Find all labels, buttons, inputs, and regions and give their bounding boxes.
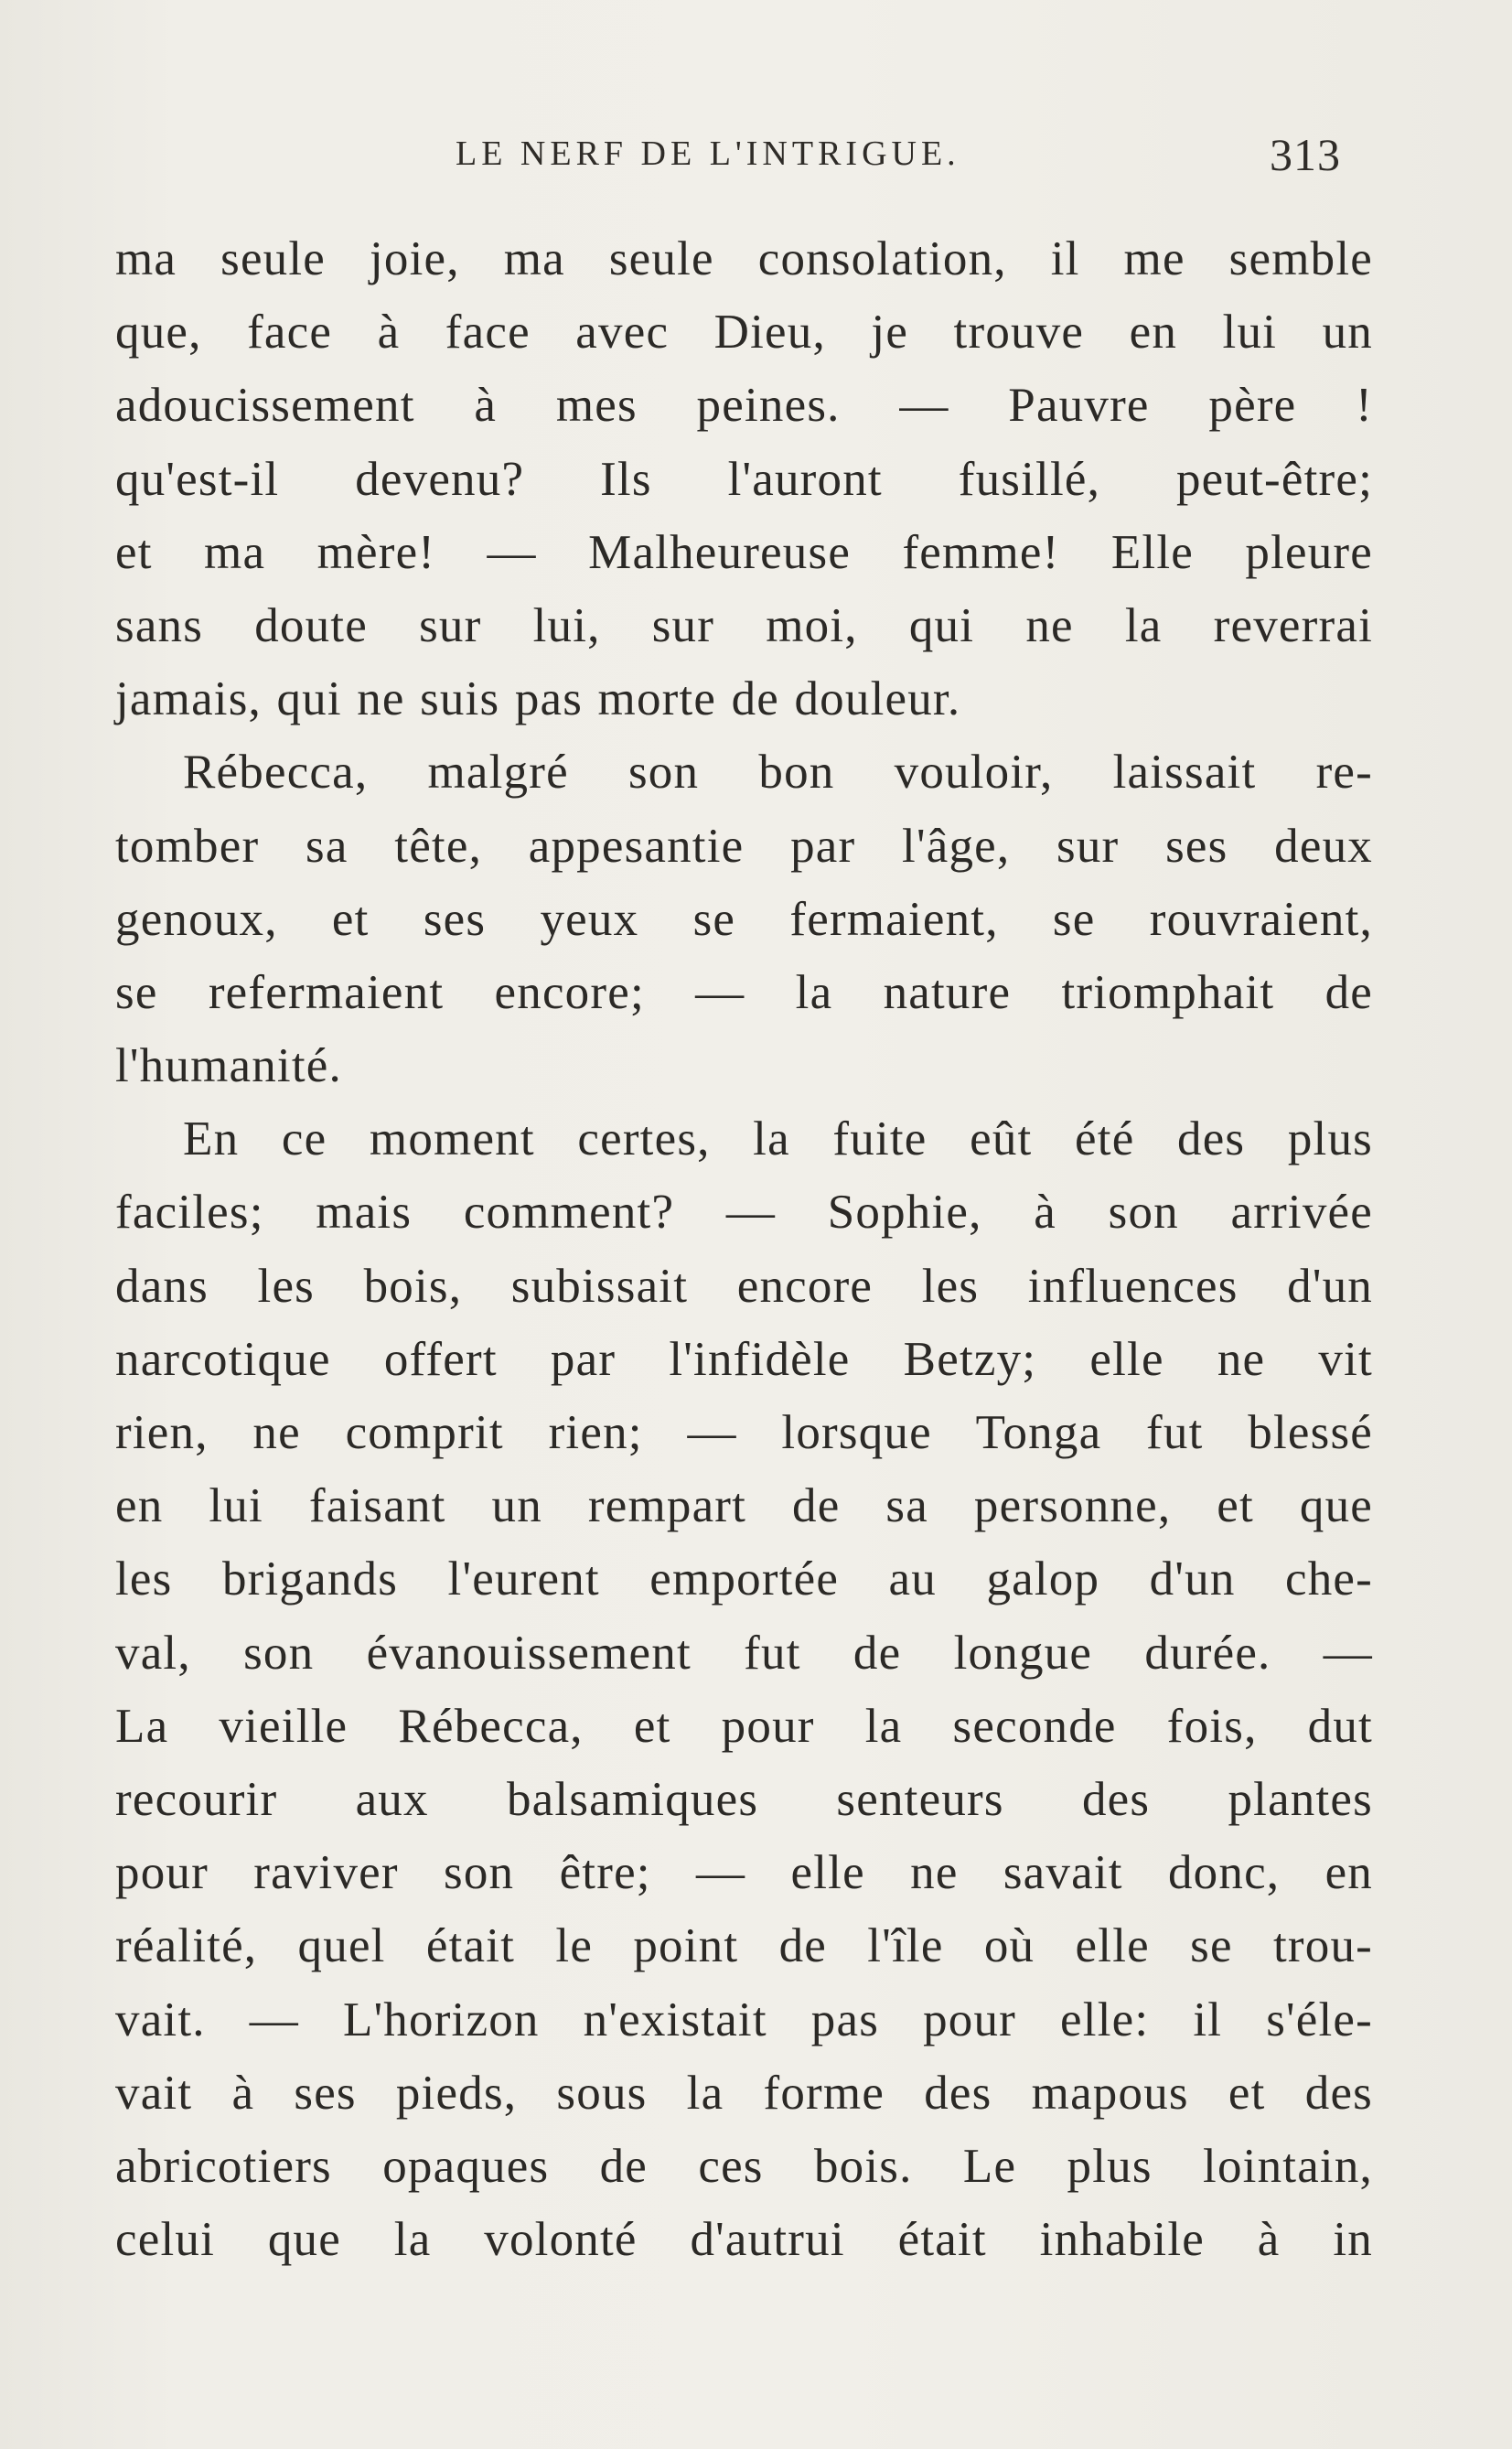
text-line: l'humanité.: [115, 1039, 342, 1093]
body-text: [115, 222, 1373, 2276]
text-line: qu'est-il devenu? Ils l'auront fusillé, peut-être;: [115, 452, 1373, 506]
text-line: celui que la volonté d'autrui était inhabile à in: [115, 2213, 1373, 2267]
text-line: se refermaient encore; — la nature triomphait de: [115, 965, 1373, 1019]
text-line: Rébecca, malgré son bon vouloir, laissait re-: [183, 746, 1373, 800]
text-line: que, face à face avec Dieu, je trouve en lui un: [115, 306, 1373, 360]
text-line: jamais, qui ne suis pas morte de douleur.: [115, 672, 961, 726]
text-line: faciles; mais comment? — Sophie, à son arrivée: [115, 1186, 1373, 1240]
text-line: En ce moment certes, la fuite eût été des plus: [183, 1112, 1373, 1166]
text-line: sans doute sur lui, sur moi, qui ne la reverrai: [115, 598, 1373, 652]
text-line: val, son évanouissement fut de longue durée. —: [115, 1626, 1373, 1680]
running-title: LE NERF DE L'INTRIGUE.: [456, 134, 960, 173]
page-number: 313: [1270, 129, 1341, 180]
text-line: ma seule joie, ma seule consolation, il me semble: [115, 232, 1373, 285]
text-line: dans les bois, subissait encore les influences d'un: [115, 1259, 1373, 1313]
text-line: La vieille Rébecca, et pour la seconde fois, dut: [115, 1699, 1373, 1753]
text-line: adoucissement à mes peines. — Pauvre père !: [115, 379, 1373, 433]
text-line: genoux, et ses yeux se fermaient, se rouvraient,: [115, 892, 1373, 946]
page-header: [0, 128, 1512, 183]
text-line: en lui faisant un rempart de sa personne, et que: [115, 1479, 1373, 1533]
text-line: réalité, quel était le point de l'île où elle se trou-: [115, 1919, 1373, 1973]
text-line: pour raviver son être; — elle ne savait donc, en: [115, 1846, 1373, 1900]
text-line: narcotique offert par l'infidèle Betzy; elle ne vit: [115, 1332, 1373, 1386]
text-line: vait. — L'horizon n'existait pas pour elle: il s'éle-: [115, 1992, 1373, 2046]
text-line: les brigands l'eurent emportée au galop d'un che-: [115, 1552, 1373, 1606]
text-line: abricotiers opaques de ces bois. Le plus lointain,: [115, 2139, 1373, 2193]
text-line: tomber sa tête, appesantie par l'âge, sur ses deux: [115, 819, 1373, 873]
text-line: rien, ne comprit rien; — lorsque Tonga fut blessé: [115, 1406, 1373, 1459]
text-line: vait à ses pieds, sous la forme des mapous et des: [115, 2066, 1373, 2120]
text-line: recourir aux balsamiques senteurs des plantes: [115, 1772, 1373, 1826]
text-line: et ma mère! — Malheureuse femme! Elle pleure: [115, 525, 1373, 579]
